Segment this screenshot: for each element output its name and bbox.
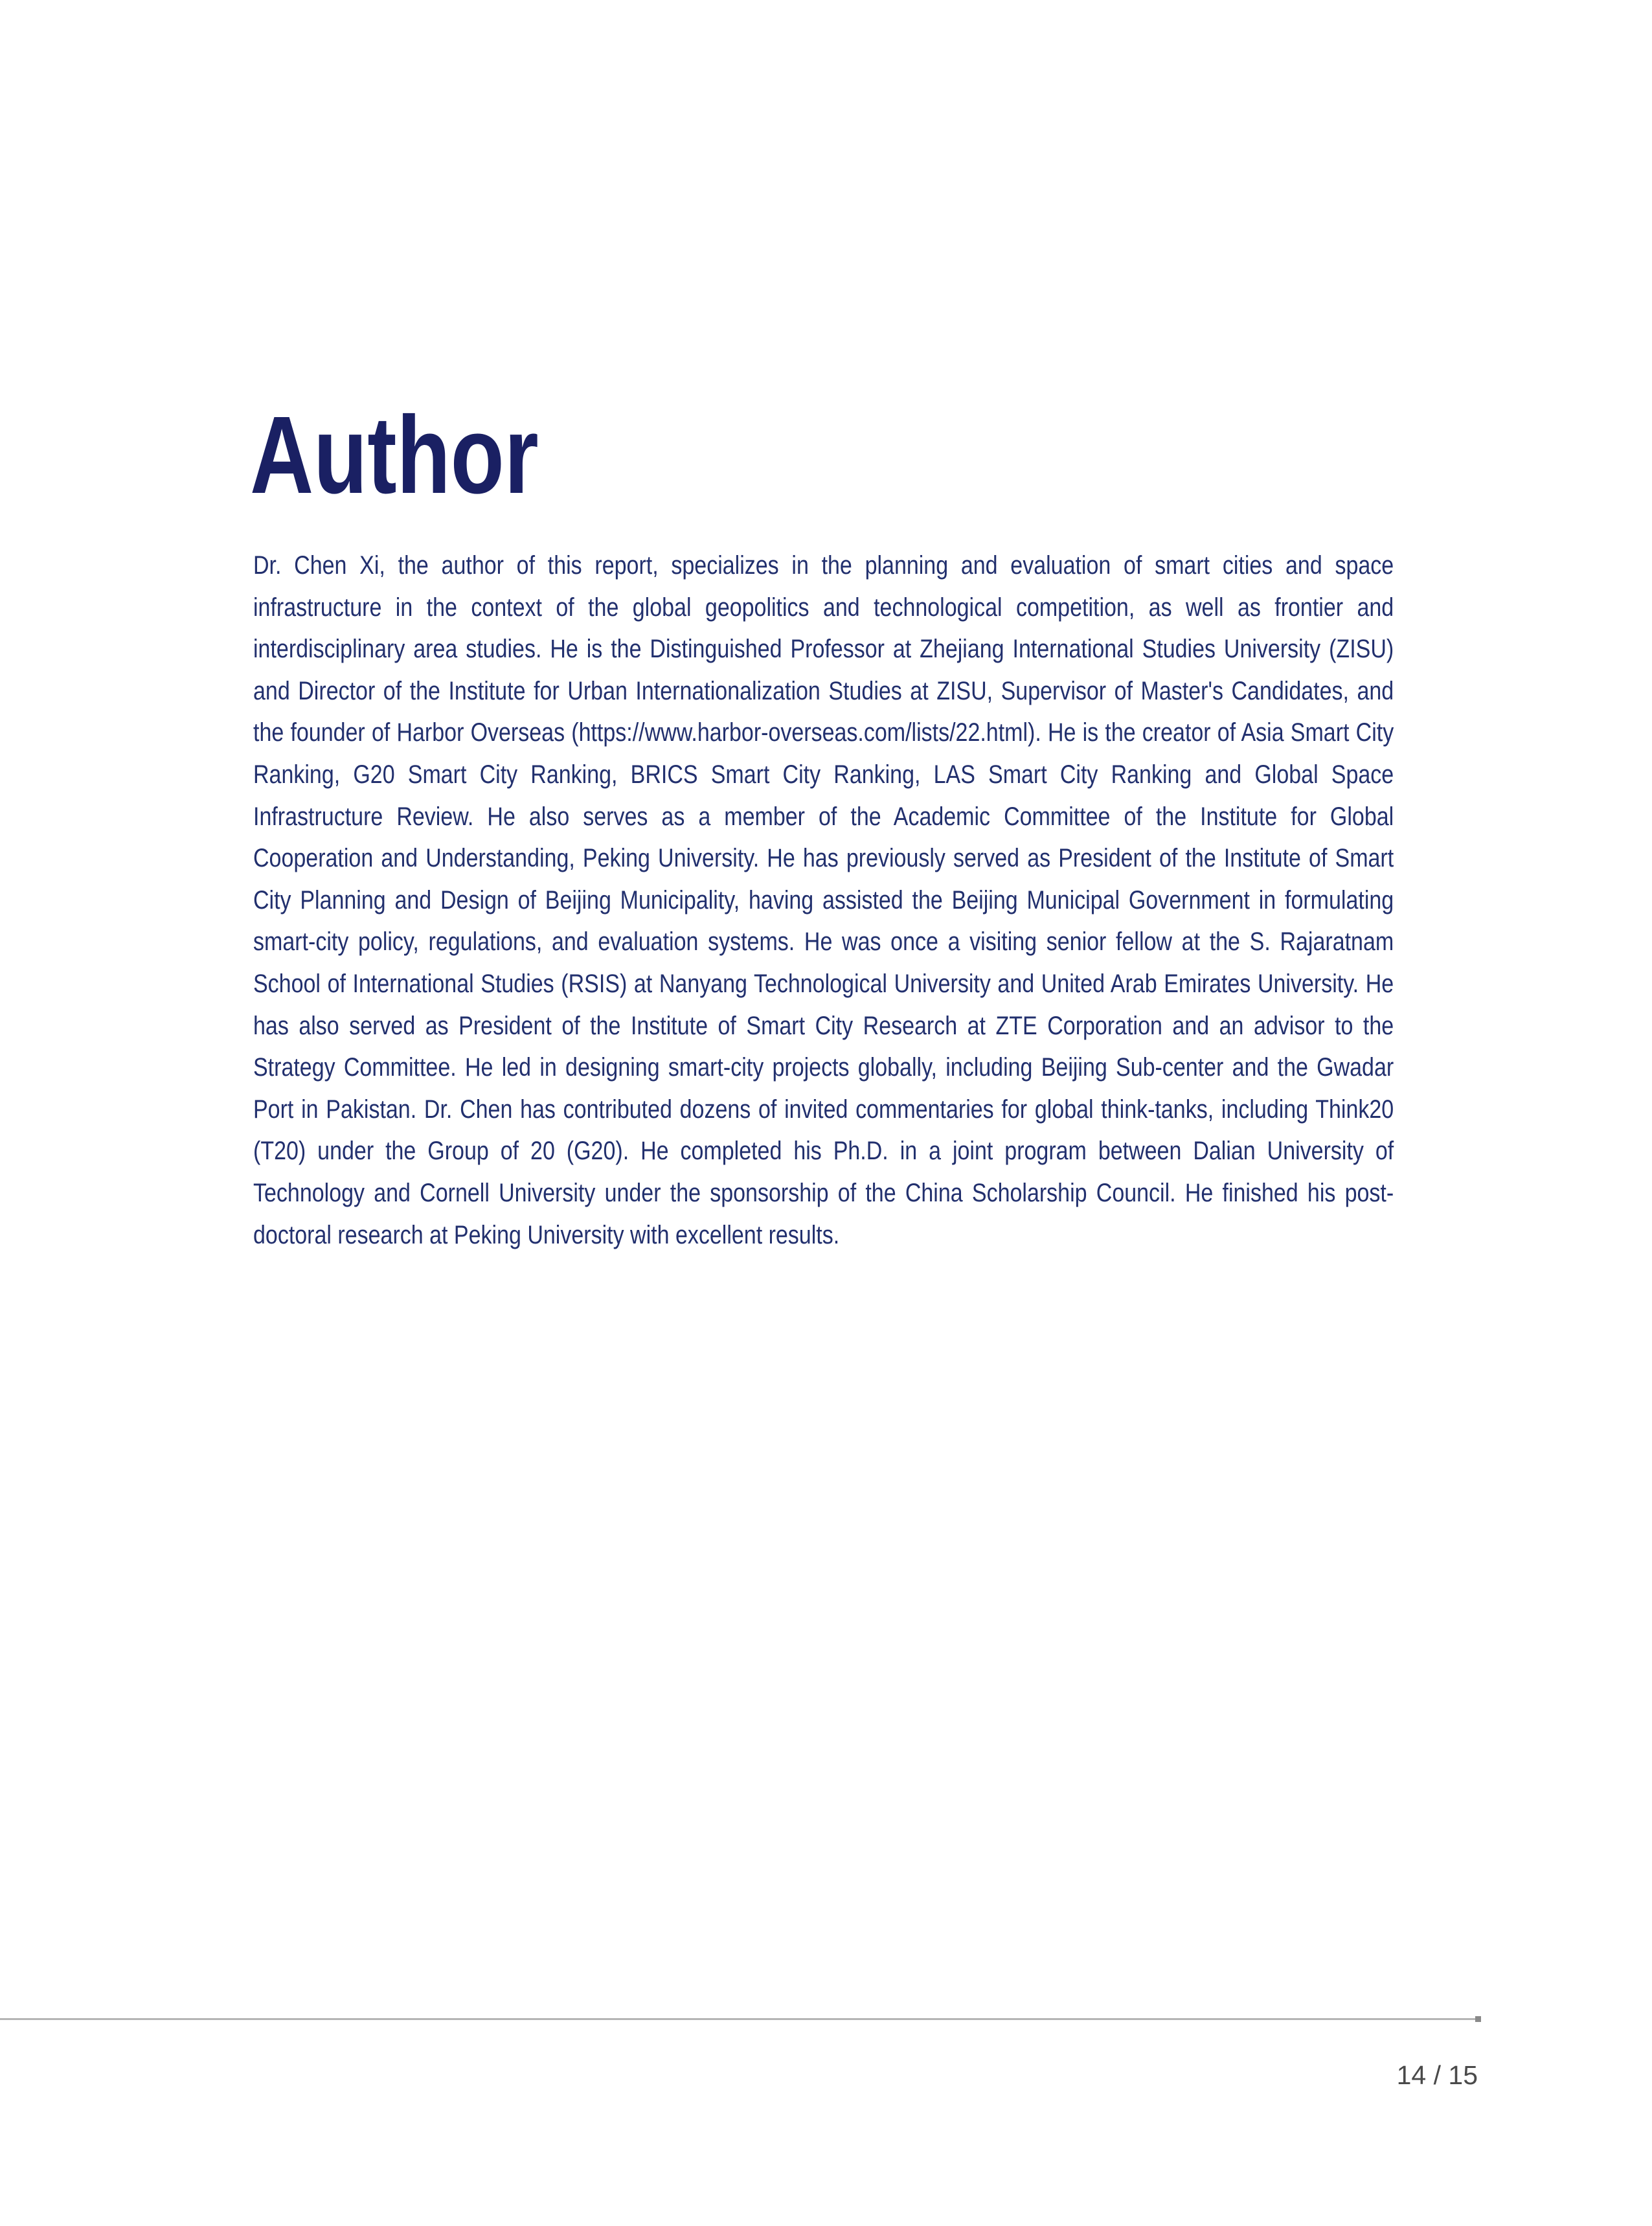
footer-divider-end-dot <box>1475 2016 1481 2022</box>
author-bio-paragraph: Dr. Chen Xi, the author of this report, specializes in the planning and evaluation of smart cities and space infrastructure in the context of the global geopolitics and technological competition, as well as frontier and interdisciplinary area studies. He is the Distinguished Professor at Zhejiang International Studies University (ZISU) and Director of the Institute for Urban Internationalization Studies at ZISU, Supervisor of Master's Candidates, and the founder of Harbor Overseas (https://www.harbor-overseas.com/lists/22.html). He is the creator of Asia Smart City Ranking, G20 Smart City Ranking, BRICS Smart City Ranking, LAS Smart City Ranking and Global Space Infrastructure Review. He also serves as a member of the Academic Committee of the Institute for Global Cooperation and Understanding, Peking University. He has previously served as President of the Institute of Smart City Planning and Design of Beijing Municipality, having assisted the Beijing Municipal Government in formulating smart-city policy, regulations, and evaluation systems. He was once a visiting senior fellow at the S. Rajaratnam School of International Studies (RSIS) at Nanyang Technological University and United Arab Emirates University. He has also served as President of the Institute of Smart City Research at ZTE Corporation and an advisor to the Strategy Committee. He led in designing smart-city projects globally, including Beijing Sub-center and the Gwadar Port in Pakistan. Dr. Chen has contributed dozens of invited commentaries for global think-tanks, including Think20 (T20) under the Group of 20 (G20). He completed his Ph.D. in a joint program between Dalian University of Technology and Cornell University under the sponsorship of the China Scholarship Council. He finished his post-doctoral research at Peking University with excellent results. <box>253 551 1394 1249</box>
page-number: 14 / 15 <box>1396 2060 1478 2090</box>
page-title: Author <box>250 394 539 517</box>
footer-divider-line <box>0 2018 1478 2020</box>
